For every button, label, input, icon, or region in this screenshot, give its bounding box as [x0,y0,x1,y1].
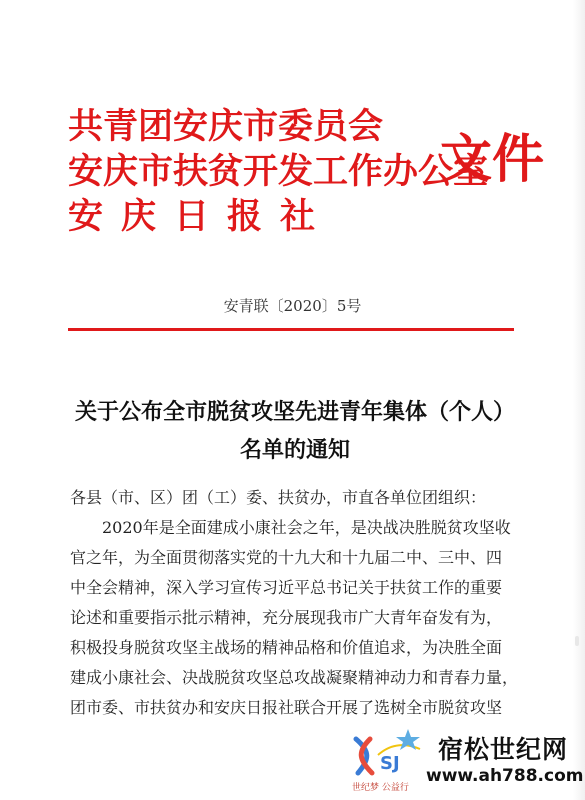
scroll-indicator [575,636,579,646]
org-line-2: 安庆市扶贫开发工作办公室 [68,151,489,192]
org-line-3: 安庆日报社 [68,196,334,237]
title-line-2: 名单的通知 [239,437,350,463]
salutation: 各县（市、区）团（工）委、扶贫办，市直各单位团组织： [70,488,487,507]
org-line-1: 共青团安庆市委员会 [68,106,384,147]
body-line: 官之年，为全面贯彻落实党的十九大和十九届二中、三中、四 [70,548,503,567]
red-divider [68,328,514,331]
watermark-logo-icon [350,725,430,785]
document-number: 安青联〔2020〕5号 [223,297,362,315]
svg-text:SJ: SJ [380,753,400,774]
watermark-url: www.ah788.com [426,766,584,786]
notice-title [60,393,530,469]
watermark-site-name: 宿松世纪网 [438,735,569,764]
body-line: 2020年是全面建成小康社会之年，是决战决胜脱贫攻坚收 [102,518,511,537]
body-line: 建成小康社会、决战脱贫攻坚总攻战凝聚精神动力和青春力量， [70,668,519,687]
body-line: 团市委、市扶贫办和安庆日报社联合开展了选树全市脱贫攻坚 [70,698,503,717]
document-type-label: 文件 [440,129,545,190]
body-line: 积极投身脱贫攻坚主战场的精神品格和价值追求，为决胜全面 [70,638,503,657]
title-line-1: 关于公布全市脱贫攻坚先进青年集体（个人） [74,399,515,425]
issuing-organizations [68,104,489,239]
watermark-tagline: 世纪梦 公益行 [352,783,409,793]
page-edge-shadow [573,0,585,800]
notice-body [70,483,520,723]
body-line: 论述和重要指示批示精神，充分展现我市广大青年奋发有为， [70,608,503,627]
body-line: 中全会精神，深入学习宣传习近平总书记关于扶贫工作的重要 [70,578,503,597]
